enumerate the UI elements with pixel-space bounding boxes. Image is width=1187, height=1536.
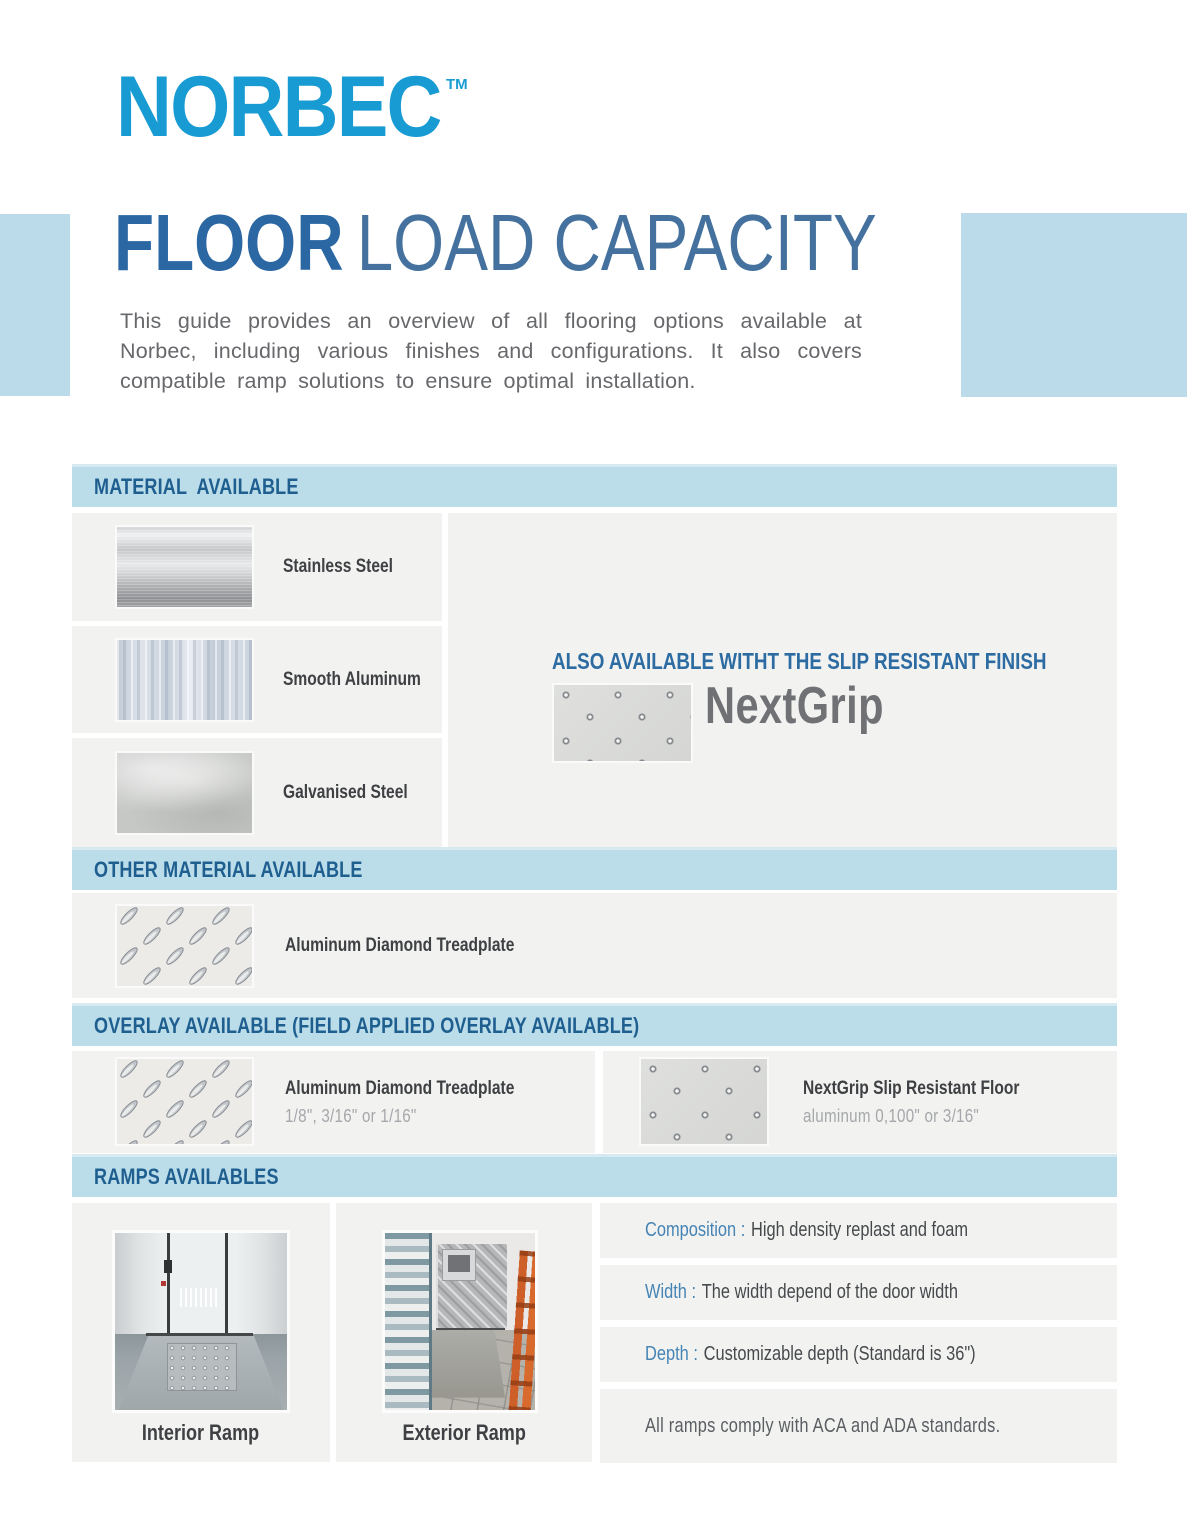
material-label: Smooth Aluminum: [283, 668, 421, 690]
spec-term: Width :: [645, 1281, 697, 1303]
page-title-rest: LOAD CAPACITY: [356, 198, 877, 287]
compliance-note: All ramps comply with ACA and ADA standards.: [645, 1414, 1001, 1437]
section-bar-material: [72, 464, 1117, 507]
exterior-ramp-caption: Exterior Ramp: [402, 1420, 526, 1445]
material-label: Galvanised Steel: [283, 781, 408, 803]
spec-description: High density replast and foam: [751, 1219, 968, 1241]
overlay-label: NextGrip Slip Resistant Floor: [803, 1077, 1020, 1099]
spec-row-composition: [600, 1203, 1117, 1258]
material-label: Aluminum Diamond Treadplate: [285, 934, 515, 956]
overlay-sublabel: 1/8", 3/16" or 1/16": [285, 1104, 417, 1126]
spec-description: The width depend of the door width: [701, 1281, 958, 1303]
norbec-logo: [116, 59, 477, 155]
exterior-ramp-panel: [336, 1203, 592, 1462]
overlay-label: Aluminum Diamond Treadplate: [285, 1077, 515, 1099]
section-header-other-material: OTHER MATERIAL AVAILABLE: [94, 857, 363, 882]
spec-row-depth: [600, 1327, 1117, 1382]
trademark-symbol: TM: [446, 76, 468, 93]
interior-ramp-panel: [72, 1203, 330, 1462]
spec-term: Depth :: [645, 1343, 698, 1365]
section-bar-overlay: [72, 1003, 1117, 1046]
norbec-logo-text: NORBEC: [116, 59, 441, 155]
stainless-steel-swatch: [115, 525, 254, 609]
galvanised-steel-swatch: [115, 751, 254, 835]
section-header-material: MATERIAL AVAILABLE: [94, 474, 299, 499]
nextgrip-dots-swatch: [552, 683, 693, 763]
other-material-row: [72, 893, 1117, 998]
overlay-item-nextgrip: [603, 1051, 1117, 1153]
interior-ramp-photo: [112, 1230, 290, 1413]
material-row-smooth-aluminum: [72, 626, 442, 733]
intro-paragraph: This guide provides an overview of all flooring options available at Norbec, including various finishes and configurations. It also covers compatible ramp solutions to ensure optimal installation.: [120, 309, 862, 393]
nextgrip-promo-heading: ALSO AVAILABLE WITHT THE SLIP RESISTANT FINISH: [552, 648, 1047, 674]
page-title: [114, 198, 877, 287]
spec-description: Customizable depth (Standard is 36"): [703, 1343, 976, 1365]
diamond-treadplate-swatch: [115, 904, 254, 988]
smooth-aluminum-swatch: [115, 638, 254, 722]
section-header-overlay: OVERLAY AVAILABLE (FIELD APPLIED OVERLAY AVAILABLE): [94, 1013, 640, 1038]
nextgrip-brand-text: NextGrip: [705, 677, 884, 735]
nextgrip-promo-panel: [448, 513, 1117, 847]
section-bar-ramps: [72, 1154, 1117, 1197]
page-title-emphasis: FLOOR: [114, 198, 344, 287]
overlay-sublabel: aluminum 0,100" or 3/16": [803, 1104, 980, 1126]
material-row-stainless: [72, 513, 442, 621]
section-bar-other-material: [72, 847, 1117, 890]
spec-term: Composition :: [645, 1219, 746, 1241]
material-row-galvanised: [72, 738, 442, 847]
spec-row-compliance-note: [600, 1389, 1117, 1463]
material-label: Stainless Steel: [283, 556, 393, 577]
overlay-item-treadplate: [72, 1051, 595, 1153]
exterior-ramp-photo: [382, 1230, 538, 1413]
spec-row-width: [600, 1265, 1117, 1320]
decor-right-band: [961, 213, 1187, 397]
interior-ramp-caption: Interior Ramp: [142, 1420, 260, 1445]
nextgrip-dots-swatch: [639, 1057, 769, 1146]
section-header-ramps: RAMPS AVAILABLES: [94, 1164, 279, 1189]
decor-left-band: [0, 214, 70, 396]
diamond-treadplate-swatch: [115, 1057, 254, 1146]
